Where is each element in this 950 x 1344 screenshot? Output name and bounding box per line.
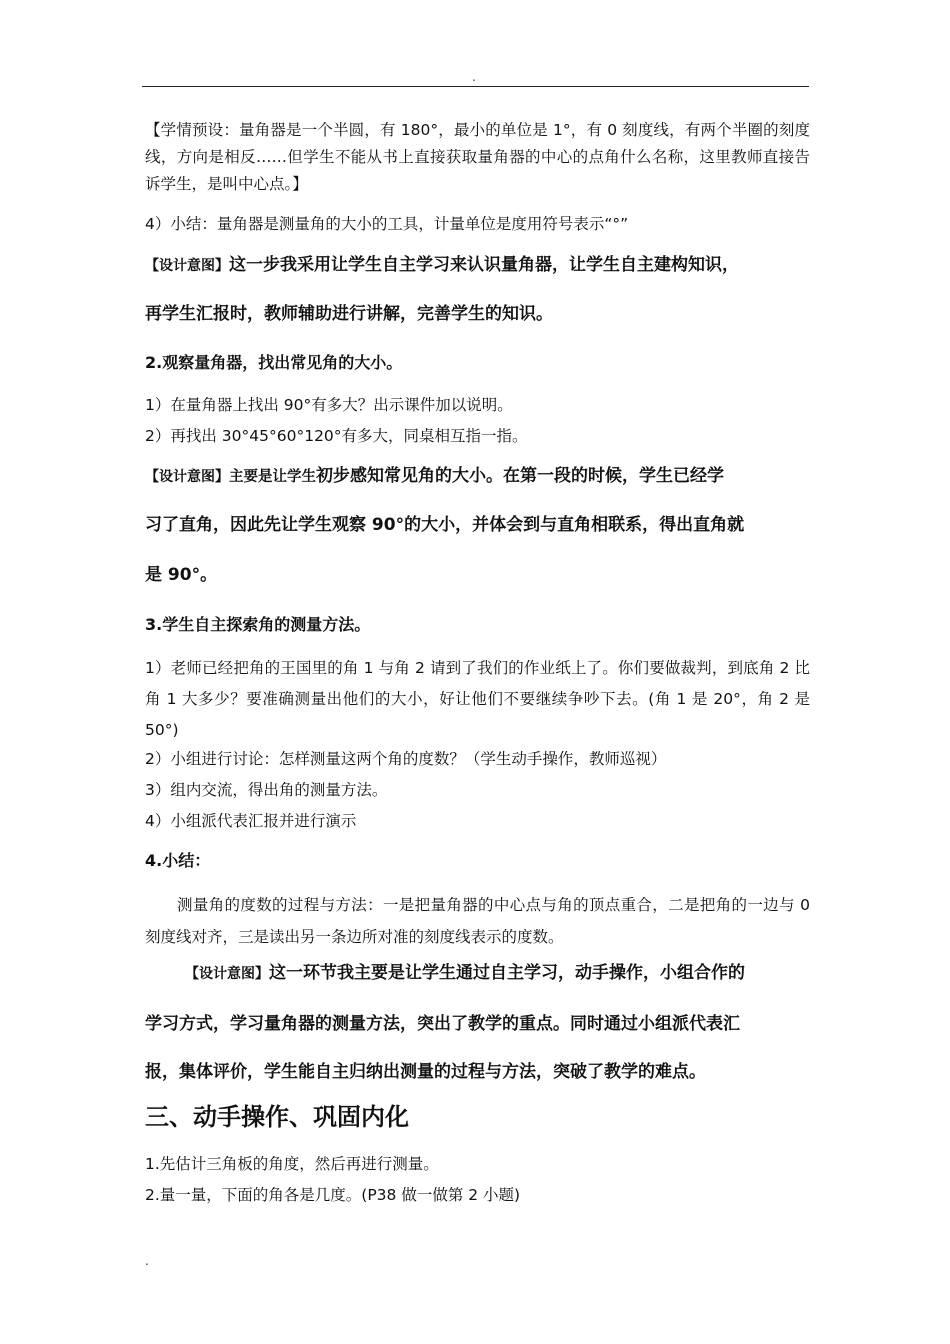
header-rule [142,86,809,87]
design-intent-label: 【设计意图】 [145,258,229,274]
section-heading-4: 4.小结： [145,851,211,870]
summary-paragraph: 测量角的度数的过程与方法：一是把量角器的中心点与角的顶点重合，二是把角的一边与 0 刻度线对齐，三是读出另一条边所对准的刻度线表示的度数。 [145,896,810,946]
list-item: 2）小组进行讨论：怎样测量这两个角的度数？（学生动手操作，教师巡视） [145,750,667,768]
design-intent-2-line3: 是 90°。 [145,565,218,585]
list-item: 2）再找出 30°45°60°120°有多大，同桌相互指一指。 [145,427,528,445]
design-intent-lead: 主要是让学生 [229,469,316,485]
design-intent-1 [145,251,810,280]
section-heading-2: 2.观察量角器，找出常见角的大小。 [145,353,403,372]
design-intent-2 [145,462,810,491]
list-item: 2.量一量，下面的角各是几度。(P38 做一做第 2 小题) [145,1186,521,1204]
header-dot: . [472,70,476,84]
learning-preset-paragraph: 【学情预设：量角器是一个半圆，有 180°，最小的单位是 1°，有 0 刻度线，有两个半圈的刻度线，方向是相反……但学生不能从书上直接获取量角器的中心的点角什么名称，这里教师直接告诉学生，是叫中心点。】 [145,121,810,193]
design-intent-3 [145,958,810,989]
list-item: 1）在量角器上找出 90°有多大？出示课件加以说明。 [145,396,513,414]
list-item: 1）老师已经把角的王国里的角 1 与角 2 请到了我们的作业纸上了。你们要做裁判，到底角 2 比角 1 大多少？要准确测量出他们的大小，好让他们不要继续争吵下去。(角 1 是 20°，角 2 是 50°) [145,659,810,739]
design-intent-1-line2: 再学生汇报时，教师辅助进行讲解，完善学生的知识。 [145,304,553,324]
footer-dot: . [145,1254,149,1268]
summary-item-4: 4）小结：量角器是测量角的大小的工具，计量单位是度用符号表示“°” [145,215,629,233]
list-item: 1.先估计三角板的角度，然后再进行测量。 [145,1155,439,1173]
list-item: 3）组内交流，得出角的测量方法。 [145,781,388,799]
design-intent-label: 【设计意图】 [185,966,269,982]
chapter-heading-3: 三、动手操作、巩固内化 [145,1103,409,1131]
design-intent-line: 这一环节我主要是让学生通过自主学习，动手操作，小组合作的 [269,963,745,983]
design-intent-2-line2: 习了直角，因此先让学生观察 90°的大小，并体会到与直角相联系，得出直角就 [145,515,745,535]
section-heading-3: 3.学生自主探索角的测量方法。 [145,615,371,634]
design-intent-line: 初步感知常见角的大小。在第一段的时候，学生已经学 [316,466,724,486]
design-intent-label: 【设计意图】 [145,469,229,485]
design-intent-3-line2: 学习方式，学习量角器的测量方法，突出了教学的重点。同时通过小组派代表汇 [145,1014,740,1034]
list-item: 4）小组派代表汇报并进行演示 [145,812,357,830]
design-intent-line: 这一步我采用让学生自主学习来认识量角器，让学生自主建构知识， [229,255,739,275]
design-intent-3-line3: 报，集体评价，学生能自主归纳出测量的过程与方法，突破了教学的难点。 [145,1062,706,1082]
